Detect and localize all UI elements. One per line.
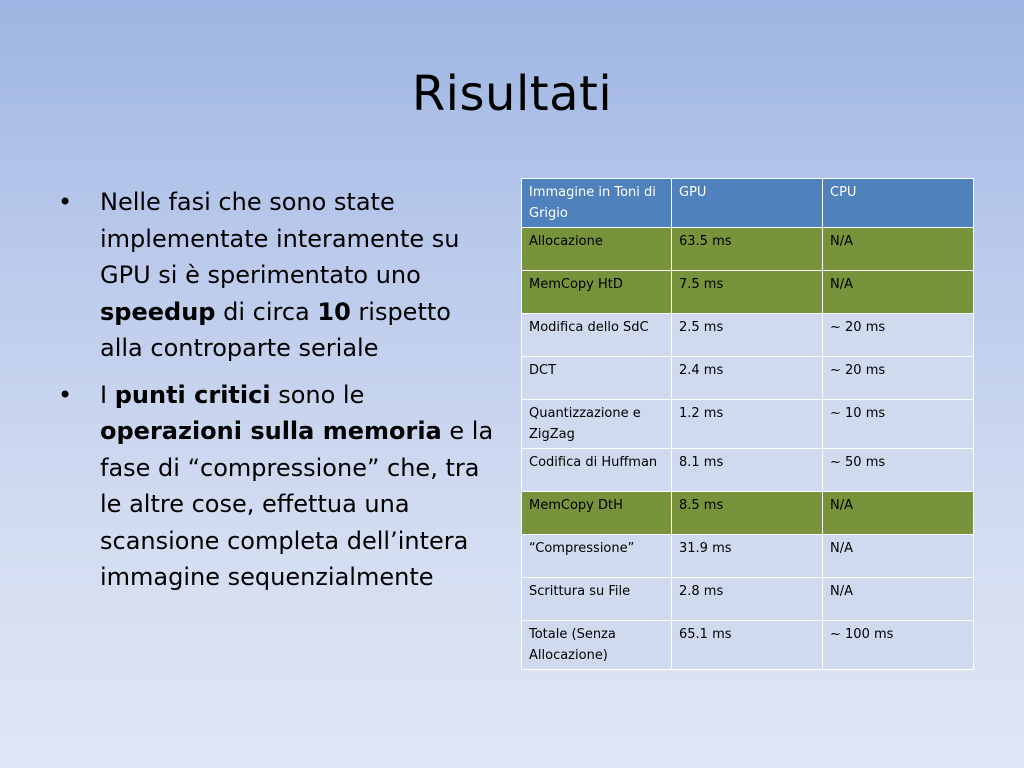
table-row: [522, 271, 974, 314]
cell-gpu: 8.1 ms: [672, 449, 823, 492]
cell-cpu: N/A: [823, 271, 974, 314]
cell-gpu: 65.1 ms: [672, 621, 823, 670]
header-cell-cpu: CPU: [823, 179, 974, 228]
bullet-text-run: rispetto alla controparte seriale: [100, 297, 451, 362]
cell-cpu: N/A: [823, 492, 974, 535]
bullet-text: [100, 381, 493, 592]
cell-gpu: 31.9 ms: [672, 535, 823, 578]
slide-title: Risultati: [411, 66, 613, 122]
cell-phase: Quantizzazione e ZigZag: [522, 400, 672, 449]
table-row: [522, 357, 974, 400]
cell-cpu: ~ 50 ms: [823, 449, 974, 492]
cell-cpu: ~ 10 ms: [823, 400, 974, 449]
cell-gpu: 63.5 ms: [672, 228, 823, 271]
cell-phase: “Compressione”: [522, 535, 672, 578]
bullet-list: [58, 184, 498, 606]
cell-gpu: 1.2 ms: [672, 400, 823, 449]
cell-phase: MemCopy HtD: [522, 271, 672, 314]
bullet-text-run: Nelle fasi che sono state implementate interamente su GPU si è sperimentato uno: [100, 188, 460, 289]
table-row: [522, 228, 974, 271]
bullet-bold-run: 10: [317, 297, 351, 326]
cell-phase: Totale (Senza Allocazione): [522, 621, 672, 670]
table-row: [522, 449, 974, 492]
cell-gpu: 2.4 ms: [672, 357, 823, 400]
results-table: [521, 178, 974, 670]
table-row: [522, 621, 974, 670]
bullet-icon: •: [58, 380, 73, 409]
cell-phase: Scrittura su File: [522, 578, 672, 621]
header-cell-gpu: GPU: [672, 179, 823, 228]
bullet-icon: •: [58, 188, 73, 216]
cell-phase: DCT: [522, 357, 672, 400]
bullet-bold-run: speedup: [100, 297, 216, 326]
bullet-item: [58, 184, 498, 367]
table-row: [522, 578, 974, 621]
cell-phase: Allocazione: [522, 228, 672, 271]
cell-phase: Codifica di Huffman: [522, 449, 672, 492]
table-row: [522, 314, 974, 357]
cell-gpu: 2.8 ms: [672, 578, 823, 621]
bullet-text-run: di circa: [215, 297, 318, 326]
bullet-text: [100, 188, 460, 362]
cell-cpu: ~ 100 ms: [823, 621, 974, 670]
bullet-text-run: I: [100, 380, 115, 409]
cell-gpu: 8.5 ms: [672, 492, 823, 535]
table-row: [522, 535, 974, 578]
bullet-item: [58, 377, 498, 596]
table-row: [522, 400, 974, 449]
table-row: [522, 492, 974, 535]
cell-gpu: 2.5 ms: [672, 314, 823, 357]
header-cell-image: Immagine in Toni di Grigio: [522, 179, 672, 228]
cell-phase: MemCopy DtH: [522, 492, 672, 535]
cell-cpu: N/A: [823, 535, 974, 578]
bullet-text-run: e la fase di “compressione” che, tra le altre cose, effettua una scansione completa dell’intera immagine sequenzialmente: [100, 417, 494, 591]
cell-cpu: ~ 20 ms: [823, 357, 974, 400]
cell-cpu: N/A: [823, 228, 974, 271]
cell-gpu: 7.5 ms: [672, 271, 823, 314]
bullet-bold-run: punti critici: [114, 380, 271, 409]
cell-cpu: N/A: [823, 578, 974, 621]
table-header-row: [522, 179, 974, 228]
bullet-bold-run: operazioni sulla memoria: [100, 417, 442, 445]
cell-phase: Modifica dello SdC: [522, 314, 672, 357]
bullet-text-run: sono le: [270, 380, 365, 409]
cell-cpu: ~ 20 ms: [823, 314, 974, 357]
